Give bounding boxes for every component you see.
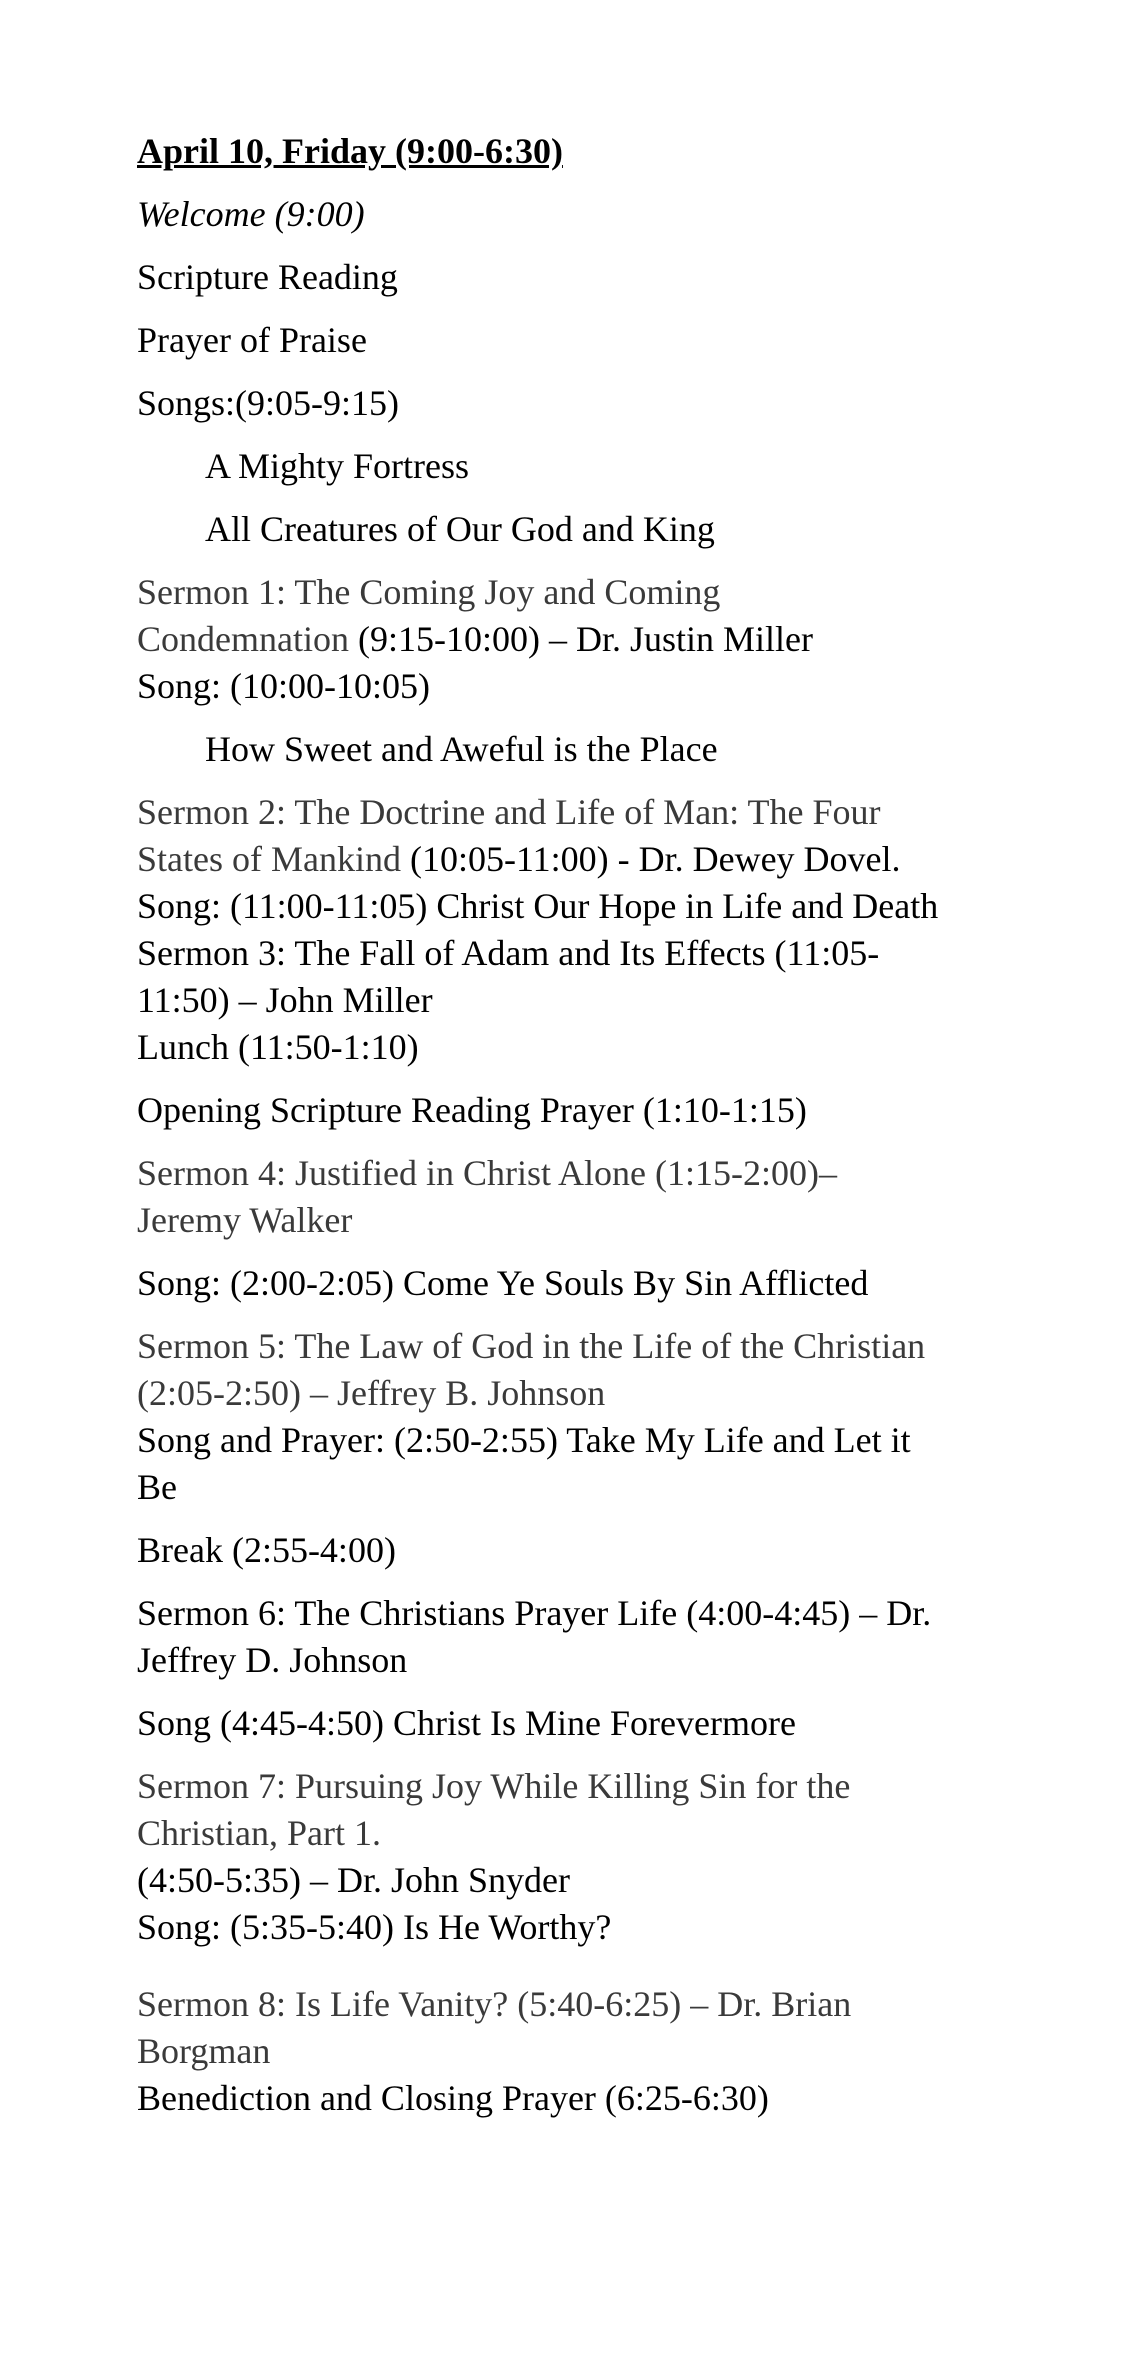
song-item: A Mighty Fortress (205, 446, 470, 486)
song-item: Song: (5:35-5:40) Is He Worthy? (137, 1907, 612, 1947)
sermon-5: Sermon 5: The Law of God in the Life of the Christian (137, 1326, 926, 1366)
welcome-item: Welcome (9:00) (137, 194, 365, 234)
sermon-6: Sermon 6: The Christians Prayer Life (4:00-4:45) – Dr. (137, 1593, 932, 1633)
sermon-title: The Doctrine and Life of Man: The Four (294, 792, 881, 832)
sermon-title: States of Mankind (137, 839, 401, 879)
sermon-2 (137, 789, 1067, 883)
sermon-7-details: (4:50-5:35) – Dr. John Snyder (137, 1860, 570, 1900)
song-item: Song: (11:00-11:05) Christ Our Hope in Life and Death (137, 886, 939, 926)
sermon-5-cont: (2:05-2:50) – Jeffrey B. Johnson (137, 1373, 606, 1413)
song-header: Song: (10:00-10:05) (137, 666, 430, 706)
sermon-3-cont: 11:50) – John Miller (137, 980, 433, 1020)
sermon-4-cont: Jeremy Walker (137, 1200, 353, 1240)
song-item: How Sweet and Aweful is the Place (205, 729, 718, 769)
sermon-4: Sermon 4: Justified in Christ Alone (1:15-2:00)– (137, 1153, 837, 1193)
benediction-item: Benediction and Closing Prayer (6:25-6:30) (137, 2078, 769, 2118)
sermon-label: Sermon 2: (137, 792, 295, 832)
song-item-cont: Be (137, 1467, 177, 1507)
sermon-8: Sermon 8: Is Life Vanity? (5:40-6:25) – Dr. Brian (137, 1984, 852, 2024)
songs-header: Songs:(9:05-9:15) (137, 383, 400, 423)
sermon-details: (9:15-10:00) – Dr. Justin Miller (348, 619, 813, 659)
sermon-details: (10:05-11:00) - Dr. Dewey Dovel. (400, 839, 901, 879)
sermon-6-cont: Jeffrey D. Johnson (137, 1640, 408, 1680)
schedule-document (137, 128, 1067, 2122)
page-title: April 10, Friday (9:00-6:30) (137, 131, 563, 171)
song-item: Song: (2:00-2:05) Come Ye Souls By Sin Afflicted (137, 1263, 869, 1303)
sermon-3: Sermon 3: The Fall of Adam and Its Effects (11:05- (137, 933, 880, 973)
sermon-7-cont: Christian, Part 1. (137, 1813, 381, 1853)
scripture-item: Scripture Reading (137, 257, 398, 297)
sermon-8-cont: Borgman (137, 2031, 271, 2071)
sermon-title: Condemnation (137, 619, 349, 659)
sermon-title: The Coming Joy and Coming (294, 572, 721, 612)
break-item: Break (2:55-4:00) (137, 1530, 396, 1570)
lunch-item: Lunch (11:50-1:10) (137, 1027, 419, 1067)
sermon-7: Sermon 7: Pursuing Joy While Killing Sin for the (137, 1766, 851, 1806)
song-item: Song and Prayer: (2:50-2:55) Take My Life and Let it (137, 1420, 911, 1460)
song-item: Song (4:45-4:50) Christ Is Mine Forevermore (137, 1703, 796, 1743)
opening-item: Opening Scripture Reading Prayer (1:10-1:15) (137, 1090, 807, 1130)
sermon-label: Sermon 1: (137, 572, 295, 612)
song-item: All Creatures of Our God and King (205, 509, 715, 549)
prayer-item: Prayer of Praise (137, 320, 367, 360)
sermon-1 (137, 569, 1067, 663)
